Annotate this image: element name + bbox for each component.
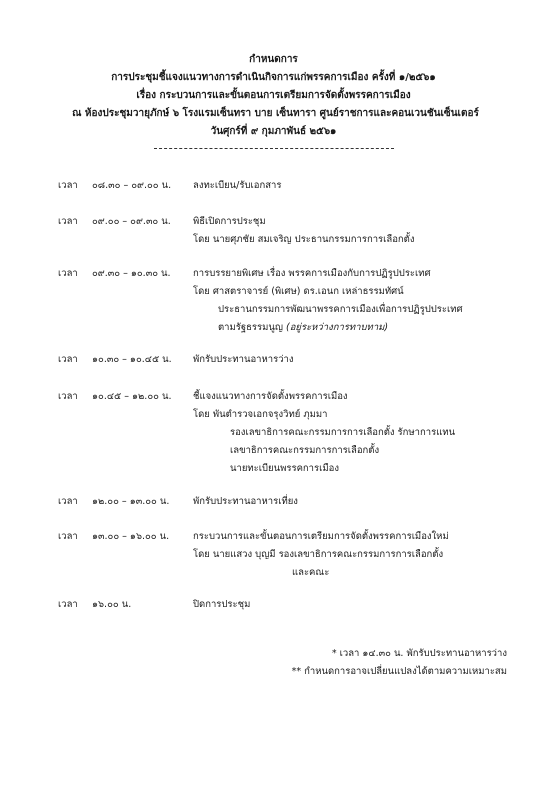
event-title: พิธีเปิดการประชุม: [193, 216, 266, 227]
time-range: ๐๘.๓๐ – ๐๙.๐๐ น.: [92, 180, 172, 191]
event-title: พักรับประทานอาหารว่าง: [193, 354, 294, 365]
time-range: ๑๐.๔๕ – ๑๒.๐๐ น.: [92, 391, 172, 402]
time-label: เวลา: [58, 354, 78, 365]
event-detail: นายทะเบียนพรรคการเมือง: [230, 463, 339, 474]
event-title: การบรรยายพิเศษ เรื่อง พรรคการเมืองกับการปฏิรูปประเทศ: [193, 268, 431, 279]
time-label: เวลา: [58, 599, 78, 610]
event-detail: และคณะ: [292, 567, 330, 578]
event-detail: โดย พันตำรวจเอกจรุงวิทย์ ภุมมา: [193, 409, 328, 420]
doc-title: กำหนดการ: [249, 54, 298, 65]
time-range: ๐๙.๓๐ – ๑๐.๓๐ น.: [92, 268, 171, 279]
event-detail: โดย นายแสวง บุญมี รองเลขาธิการคณะกรรมการการเลือกตั้ง: [193, 549, 444, 560]
meeting-subject: เรื่อง กระบวนการและขั้นตอนการเตรียมการจัดตั้งพรรคการเมือง: [136, 90, 411, 101]
time-range: ๐๙.๐๐ – ๐๙.๓๐ น.: [92, 216, 171, 227]
time-label: เวลา: [58, 496, 78, 507]
meeting-date: วันศุกร์ที่ ๙ กุมภาพันธ์ ๒๕๖๑: [210, 126, 337, 137]
footnote-change: ** กำหนดการอาจเปลี่ยนแปลงได้ตามความเหมาะสม: [291, 666, 507, 677]
event-detail: โดย นายศุภชัย สมเจริญ ประธานกรรมการการเลือกตั้ง: [193, 234, 415, 245]
event-detail: เลขาธิการคณะกรรมการการเลือกตั้ง: [230, 445, 380, 456]
event-detail-text: ตามรัฐธรรมนูญ: [218, 322, 286, 333]
time-range: ๑๐.๓๐ – ๑๐.๔๕ น.: [92, 354, 172, 365]
time-range: ๑๒.๐๐ – ๑๓.๐๐ น.: [92, 496, 170, 507]
time-label: เวลา: [58, 180, 78, 191]
time-range: ๑๓.๐๐ – ๑๖.๐๐ น.: [92, 531, 170, 542]
time-label: เวลา: [58, 268, 78, 279]
time-label: เวลา: [58, 531, 78, 542]
event-detail-note: (อยู่ระหว่างการทาบทาม): [285, 322, 389, 333]
event-detail: รองเลขาธิการคณะกรรมการการเลือกตั้ง รักษาการแทน: [230, 427, 456, 438]
time-range: ๑๖.๐๐ น.: [92, 599, 132, 610]
time-label: เวลา: [58, 216, 78, 227]
event-title: กระบวนการและขั้นตอนการเตรียมการจัดตั้งพรรคการเมืองใหม่: [193, 531, 449, 542]
meeting-name: การประชุมชี้แจงแนวทางการดำเนินกิจการแก่พรรคการเมือง ครั้งที่ ๑/๒๕๖๑: [111, 72, 436, 83]
event-detail: [218, 320, 388, 335]
event-title: ชี้แจงแนวทางการจัดตั้งพรรคการเมือง: [193, 391, 348, 402]
header-divider: [154, 148, 394, 149]
event-title: พักรับประทานอาหารเที่ยง: [193, 496, 298, 507]
footnote-break: * เวลา ๑๔.๓๐ น. พักรับประทานอาหารว่าง: [331, 648, 507, 659]
time-label: เวลา: [58, 391, 78, 402]
event-title: ปิดการประชุม: [193, 599, 251, 610]
meeting-venue: ณ ห้องประชุมวายุภักษ์ ๖ โรงแรมเซ็นทรา บาย เซ็นทารา ศูนย์ราชการและคอนเวนชันเซ็นเตอร์: [72, 108, 479, 119]
event-detail: โดย ศาสตราจารย์ (พิเศษ) ดร.เอนก เหล่าธรรมทัศน์: [193, 286, 404, 297]
event-detail: ประธานกรรมการพัฒนาพรรคการเมืองเพื่อการปฏิรูปประเทศ: [218, 304, 463, 315]
event-title: ลงทะเบียน/รับเอกสาร: [193, 180, 282, 191]
